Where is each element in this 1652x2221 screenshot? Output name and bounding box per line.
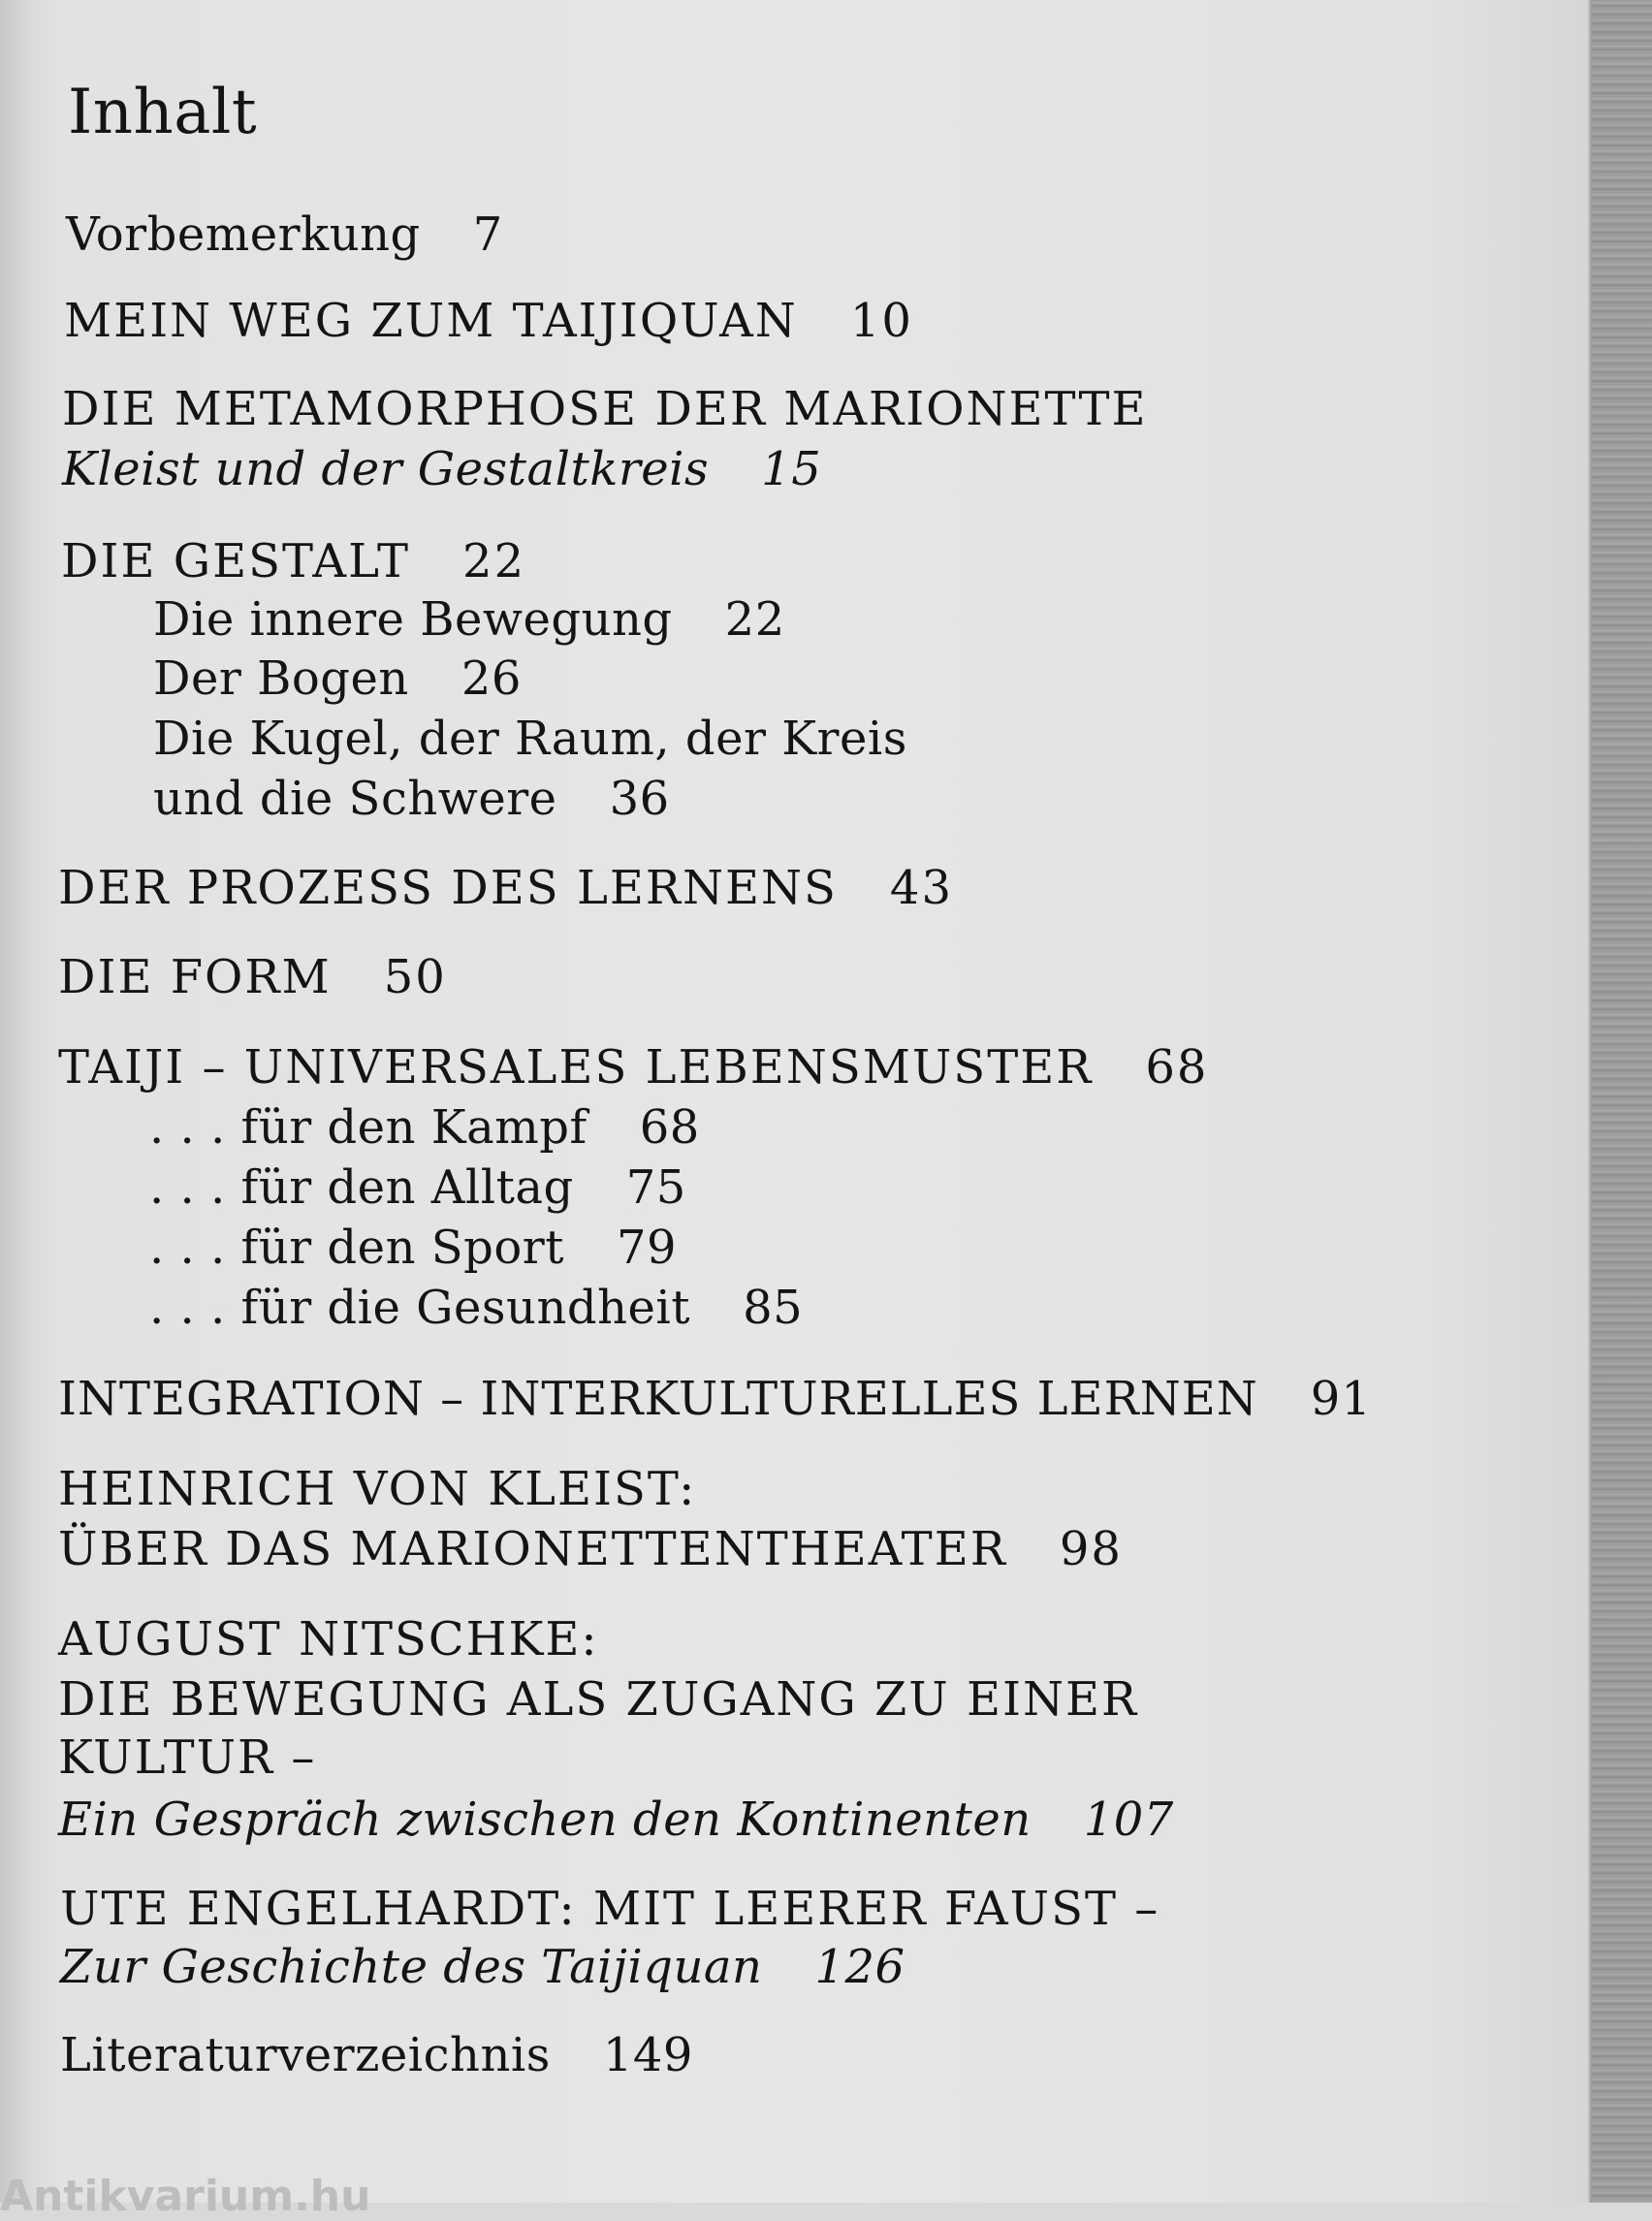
toc-page-number: 50 <box>383 950 447 1004</box>
toc-page-number: 85 <box>743 1281 804 1335</box>
toc-subentry <box>153 651 522 706</box>
page-title: Inhalt <box>68 77 258 148</box>
toc-entry-form <box>58 950 447 1004</box>
toc-entry-mein-weg <box>64 294 913 348</box>
toc-page-number: 36 <box>609 772 670 826</box>
toc-page-number: 98 <box>1059 1522 1123 1576</box>
toc-label: . . . für den Sport <box>149 1221 564 1275</box>
toc-label: DIE GESTALT <box>61 534 411 588</box>
toc-label: . . . für die Gesundheit <box>149 1281 691 1335</box>
page-gutter <box>0 0 33 2203</box>
toc-entry-integration <box>58 1372 1372 1426</box>
toc-label: . . . für den Kampf <box>149 1100 588 1155</box>
toc-page-number: 68 <box>639 1100 700 1155</box>
toc-page-number: 79 <box>616 1221 678 1275</box>
toc-label: und die Schwere <box>153 772 557 826</box>
toc-entry-engelhardt-subtitle <box>60 1940 905 1994</box>
toc-label: Literaturverzeichnis <box>60 2028 551 2082</box>
toc-entry-kleist-line2 <box>58 1522 1123 1576</box>
toc-label: TAIJI – UNIVERSALES LEBENSMUSTER <box>58 1040 1094 1095</box>
toc-label: DER PROZESS DES LERNENS <box>58 861 838 915</box>
toc-entry-engelhardt: UTE ENGELHARDT: MIT LEERER FAUST – <box>60 1882 1160 1936</box>
toc-subentry-line1: Die Kugel, der Raum, der Kreis <box>153 712 907 766</box>
toc-subtitle: Ein Gespräch zwischen den Kontinenten <box>58 1793 1032 1847</box>
toc-entry-prozess <box>58 861 953 915</box>
toc-label: DIE FORM <box>58 950 332 1004</box>
toc-page-number: 68 <box>1145 1040 1209 1095</box>
toc-page-number: 22 <box>724 592 785 647</box>
toc-entry-gestalt <box>61 534 525 588</box>
toc-subentry-line2 <box>153 772 670 826</box>
toc-entry-metamorphose: DIE METAMORPHOSE DER MARIONETTE <box>62 382 1148 436</box>
toc-page-number: 75 <box>625 1160 686 1215</box>
toc-subentry <box>149 1100 700 1155</box>
page-stack-edge <box>1592 0 1652 2203</box>
toc-label: Der Bogen <box>153 651 409 706</box>
toc-entry-literatur <box>60 2028 693 2082</box>
toc-entry-nitschke-line1: AUGUST NITSCHKE: <box>58 1612 599 1666</box>
watermark: Antikvarium.hu <box>0 2172 371 2221</box>
toc-subentry <box>149 1281 803 1335</box>
toc-page-number: 26 <box>461 651 522 706</box>
toc-page-number: 15 <box>761 442 822 496</box>
toc-page-number: 91 <box>1310 1372 1372 1426</box>
toc-entry-nitschke-subtitle <box>58 1793 1174 1847</box>
toc-label: ÜBER DAS MARIONETTENTHEATER <box>58 1522 1007 1576</box>
toc-page-number: 43 <box>889 861 953 915</box>
toc-entry-nitschke-line3: KULTUR – <box>58 1730 317 1785</box>
toc-page-number: 107 <box>1083 1793 1174 1847</box>
toc-subentry <box>149 1221 677 1275</box>
toc-subentry <box>153 592 785 647</box>
toc-label: MEIN WEG ZUM TAIJIQUAN <box>64 294 798 348</box>
toc-entry-vorbemerkung <box>66 207 503 262</box>
toc-label: Vorbemerkung <box>66 207 421 262</box>
toc-entry-nitschke-line2: DIE BEWEGUNG ALS ZUGANG ZU EINER <box>58 1672 1139 1727</box>
toc-subtitle: Zur Geschichte des Taijiquan <box>60 1940 763 1994</box>
toc-label: Die innere Bewegung <box>153 592 673 647</box>
toc-label: . . . für den Alltag <box>149 1160 574 1215</box>
toc-page-number: 126 <box>814 1940 905 1994</box>
toc-page-number: 10 <box>849 294 913 348</box>
toc-page-number: 7 <box>472 207 503 262</box>
toc-subentry <box>149 1160 686 1215</box>
toc-entry-taiji <box>58 1040 1208 1095</box>
toc-subtitle: Kleist und der Gestaltkreis <box>62 442 710 496</box>
toc-page-number: 149 <box>602 2028 693 2082</box>
toc-entry-kleist-line1: HEINRICH VON KLEIST: <box>58 1462 697 1516</box>
toc-label: INTEGRATION – INTERKULTURELLES LERNEN <box>58 1372 1258 1426</box>
toc-entry-metamorphose-subtitle <box>62 442 821 496</box>
toc-page-number: 22 <box>462 534 526 588</box>
